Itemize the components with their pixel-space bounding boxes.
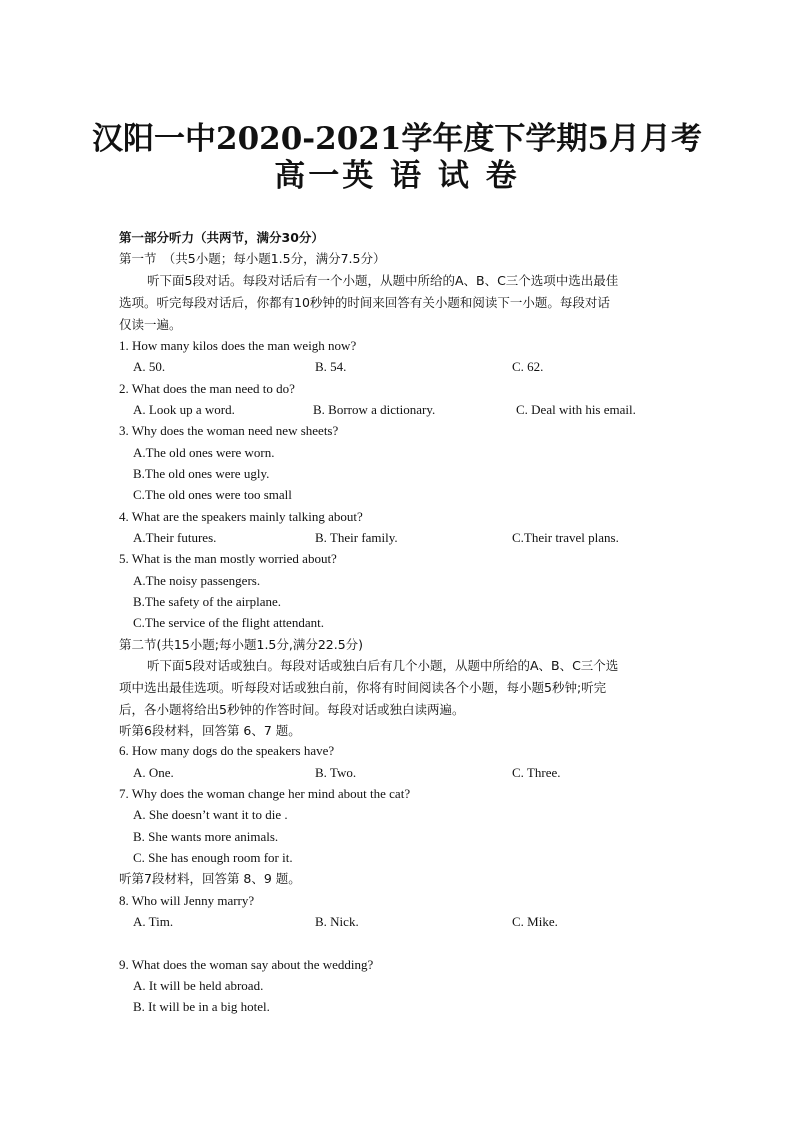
option-b: B. Their family. bbox=[315, 530, 398, 545]
option-b: B. Borrow a dictionary. bbox=[313, 402, 436, 417]
question-stem: 7. Why does the woman change her mind about the cat? bbox=[119, 786, 411, 801]
option-c: C. 62. bbox=[512, 359, 544, 374]
question-stem: 5. What is the man mostly worried about? bbox=[119, 551, 337, 566]
section2-instruction-line: 项中选出最佳选项。听每段对话或独白前，你将有时间阅读各个小题，每小题5秒钟;听完 bbox=[119, 680, 607, 695]
exam-subtitle: 高一英 语 试 卷 bbox=[274, 158, 520, 194]
question-stem: 9. What does the woman say about the wedding? bbox=[119, 957, 374, 972]
option-a: A. She doesn’t want it to die . bbox=[133, 807, 288, 822]
option-b: B.The old ones were ugly. bbox=[133, 466, 270, 481]
option-b: B. Nick. bbox=[315, 914, 359, 929]
section1-instruction-line: 听下面5段对话。每段对话后有一个小题，从题中所给的A、B、C三个选项中选出最佳 bbox=[147, 273, 619, 288]
question-stem: 4. What are the speakers mainly talking about? bbox=[119, 509, 363, 524]
question-stem: 1. How many kilos does the man weigh now? bbox=[119, 338, 357, 353]
question-stem: 8. Who will Jenny marry? bbox=[119, 893, 255, 908]
question-stem: 3. Why does the woman need new sheets? bbox=[119, 423, 339, 438]
section2-instruction-line: 听下面5段对话或独白。每段对话或独白后有几个小题，从题中所给的A、B、C三个选 bbox=[147, 658, 619, 673]
exam-title: 汉阳一中2020-2021学年度下学期5月月考 bbox=[92, 121, 702, 157]
section2-instruction-line: 后，各小题将给出5秒钟的作答时间。每段对话或独白读两遍。 bbox=[119, 702, 465, 717]
option-c: C. Deal with his email. bbox=[516, 402, 636, 417]
option-b: B. 54. bbox=[315, 359, 347, 374]
option-b: B. It will be in a big hotel. bbox=[133, 999, 270, 1014]
question-stem: 2. What does the man need to do? bbox=[119, 381, 295, 396]
option-a: A.Their futures. bbox=[133, 530, 217, 545]
option-c: C.Their travel plans. bbox=[512, 530, 619, 545]
option-b: B.The safety of the airplane. bbox=[133, 594, 281, 609]
option-a: A.The noisy passengers. bbox=[133, 573, 261, 588]
option-a: A. Tim. bbox=[133, 914, 174, 929]
section1-heading: 第一节 （共5小题；每小题1.5分，满分7.5分） bbox=[119, 251, 386, 266]
option-a: A.The old ones were worn. bbox=[133, 445, 275, 460]
option-b: B. Two. bbox=[315, 765, 357, 780]
question-stem: 6. How many dogs do the speakers have? bbox=[119, 743, 335, 758]
part1-heading: 第一部分听力（共两节，满分30分） bbox=[119, 230, 324, 245]
option-c: C. Three. bbox=[512, 765, 561, 780]
section1-instruction-line: 仅读一遍。 bbox=[119, 317, 182, 332]
option-a: A. Look up a word. bbox=[133, 402, 235, 417]
option-b: B. She wants more animals. bbox=[133, 829, 279, 844]
option-c: C.The service of the flight attendant. bbox=[133, 615, 324, 630]
option-c: C. Mike. bbox=[512, 914, 558, 929]
material-heading: 听第6段材料，回答第 6、7 题。 bbox=[119, 723, 301, 738]
section1-instruction-line: 选项。听完每段对话后，你都有10秒钟的时间来回答有关小题和阅读下一小题。每段对话 bbox=[119, 295, 610, 310]
option-a: A. It will be held abroad. bbox=[133, 978, 264, 993]
section2-heading: 第二节(共15小题;每小题1.5分,满分22.5分) bbox=[119, 637, 364, 652]
option-c: C.The old ones were too small bbox=[133, 487, 292, 502]
option-c: C. She has enough room for it. bbox=[133, 850, 293, 865]
option-a: A. 50. bbox=[133, 359, 166, 374]
material-heading: 听第7段材料，回答第 8、9 题。 bbox=[119, 871, 301, 886]
option-a: A. One. bbox=[133, 765, 174, 780]
